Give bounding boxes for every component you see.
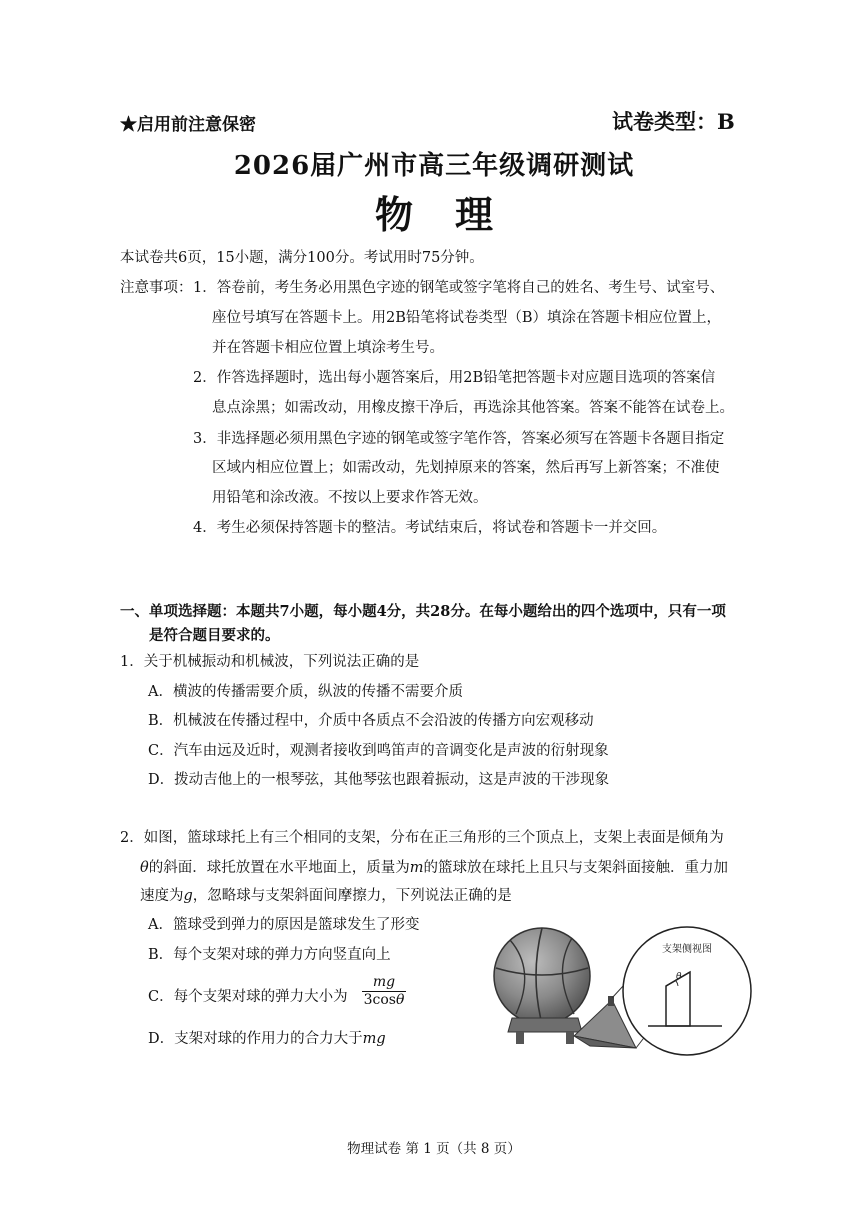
section-heading-cont: 是符合题目要求的。 [149,627,280,644]
exam-title: 2026届广州市高三年级调研测试 [233,151,635,181]
question-1-option-c: C．汽车由远及近时，观测者接收到鸣笛声的音调变化是声波的衍射现象 [148,743,609,759]
side-view-inset [623,927,751,1055]
question-1-option-a: A．横波的传播需要介质，纵波的传播不需要介质 [148,684,463,700]
subject-title: 物理 [374,192,535,237]
basketball-drawing [494,928,590,1024]
question-2-option-c: C．每个支架对球的弹力大小为 [148,989,348,1005]
note-line: 并在答题卡相应位置上填涂考生号。 [212,340,444,356]
section-heading: 一、单项选择题：本题共7小题，每小题4分，共28分。在每小题给出的四个选项中，只有一项 [120,603,726,620]
confidential-notice: ★启用前注意保密 [120,115,256,135]
notes-label: 注意事项： [120,280,193,296]
note-line: 3．非选择题必须用黑色字迹的钢笔或签字笔作答，答案必须写在答题卡各题目指定 [193,431,725,447]
note-line: 座位号填写在答题卡上。用2B铅笔将试卷类型（B）填涂在答题卡相应位置上， [212,310,722,326]
note-line: 区域内相应位置上；如需改动，先划掉原来的答案，然后再写上新答案；不准使 [212,460,720,476]
paper-type-label: 试卷类型：B [612,109,735,134]
ball-holder-base [508,1018,582,1044]
option-c-fraction: mg 3cosθ [363,974,405,1008]
question-1-option-b: B．机械波在传播过程中，介质中各质点不会沿波的传播方向宏观移动 [148,713,594,729]
exam-intro: 本试卷共6页，15小题，满分100分。考试用时75分钟。 [120,250,484,266]
note-line: 2．作答选择题时，选出每小题答案后，用2B铅笔把答题卡对应题目选项的答案信 [193,370,716,386]
note-line: 1．答卷前，考生务必用黑色字迹的钢笔或签字笔将自己的姓名、考生号、试室号、 [193,280,725,296]
question-2-option-a: A．篮球受到弹力的原因是篮球发生了形变 [148,917,420,933]
note-line: 用铅笔和涂改液。不按以上要求作答无效。 [212,490,488,506]
note-line: 4．考生必须保持答题卡的整洁。考试结束后，将试卷和答题卡一并交回。 [193,520,667,536]
question-2-option-b: B．每个支架对球的弹力方向竖直向上 [148,947,391,963]
side-view-label: 支架侧视图 [662,944,712,955]
question-1-stem: 1．关于机械振动和机械波，下列说法正确的是 [120,654,420,670]
question-2-stem-line3: 速度为g，忽略球与支架斜面间摩擦力，下列说法正确的是 [140,888,512,904]
angle-theta-label: θ [676,972,682,982]
question-2-option-d: D．支架对球的作用力的合力大于mg [148,1031,386,1047]
page-footer: 物理试卷 第 1 页（共 8 页） [347,1141,521,1157]
question-2-stem-line2: θ的斜面．球托放置在水平地面上，质量为m的篮球放在球托上且只与支架斜面接触．重力加 [140,860,728,876]
note-line: 息点涂黑；如需改动，用橡皮擦干净后，再选涂其他答案。答案不能答在试卷上。 [212,400,734,416]
question-2-stem: 2．如图，篮球球托上有三个相同的支架，分布在正三角形的三个顶点上，支架上表面是倾角为 [120,830,724,846]
question-1-option-d: D．拨动吉他上的一根琴弦，其他琴弦也跟着振动，这是声波的干涉现象 [148,772,610,788]
basketball-holder-figure [490,910,760,1075]
